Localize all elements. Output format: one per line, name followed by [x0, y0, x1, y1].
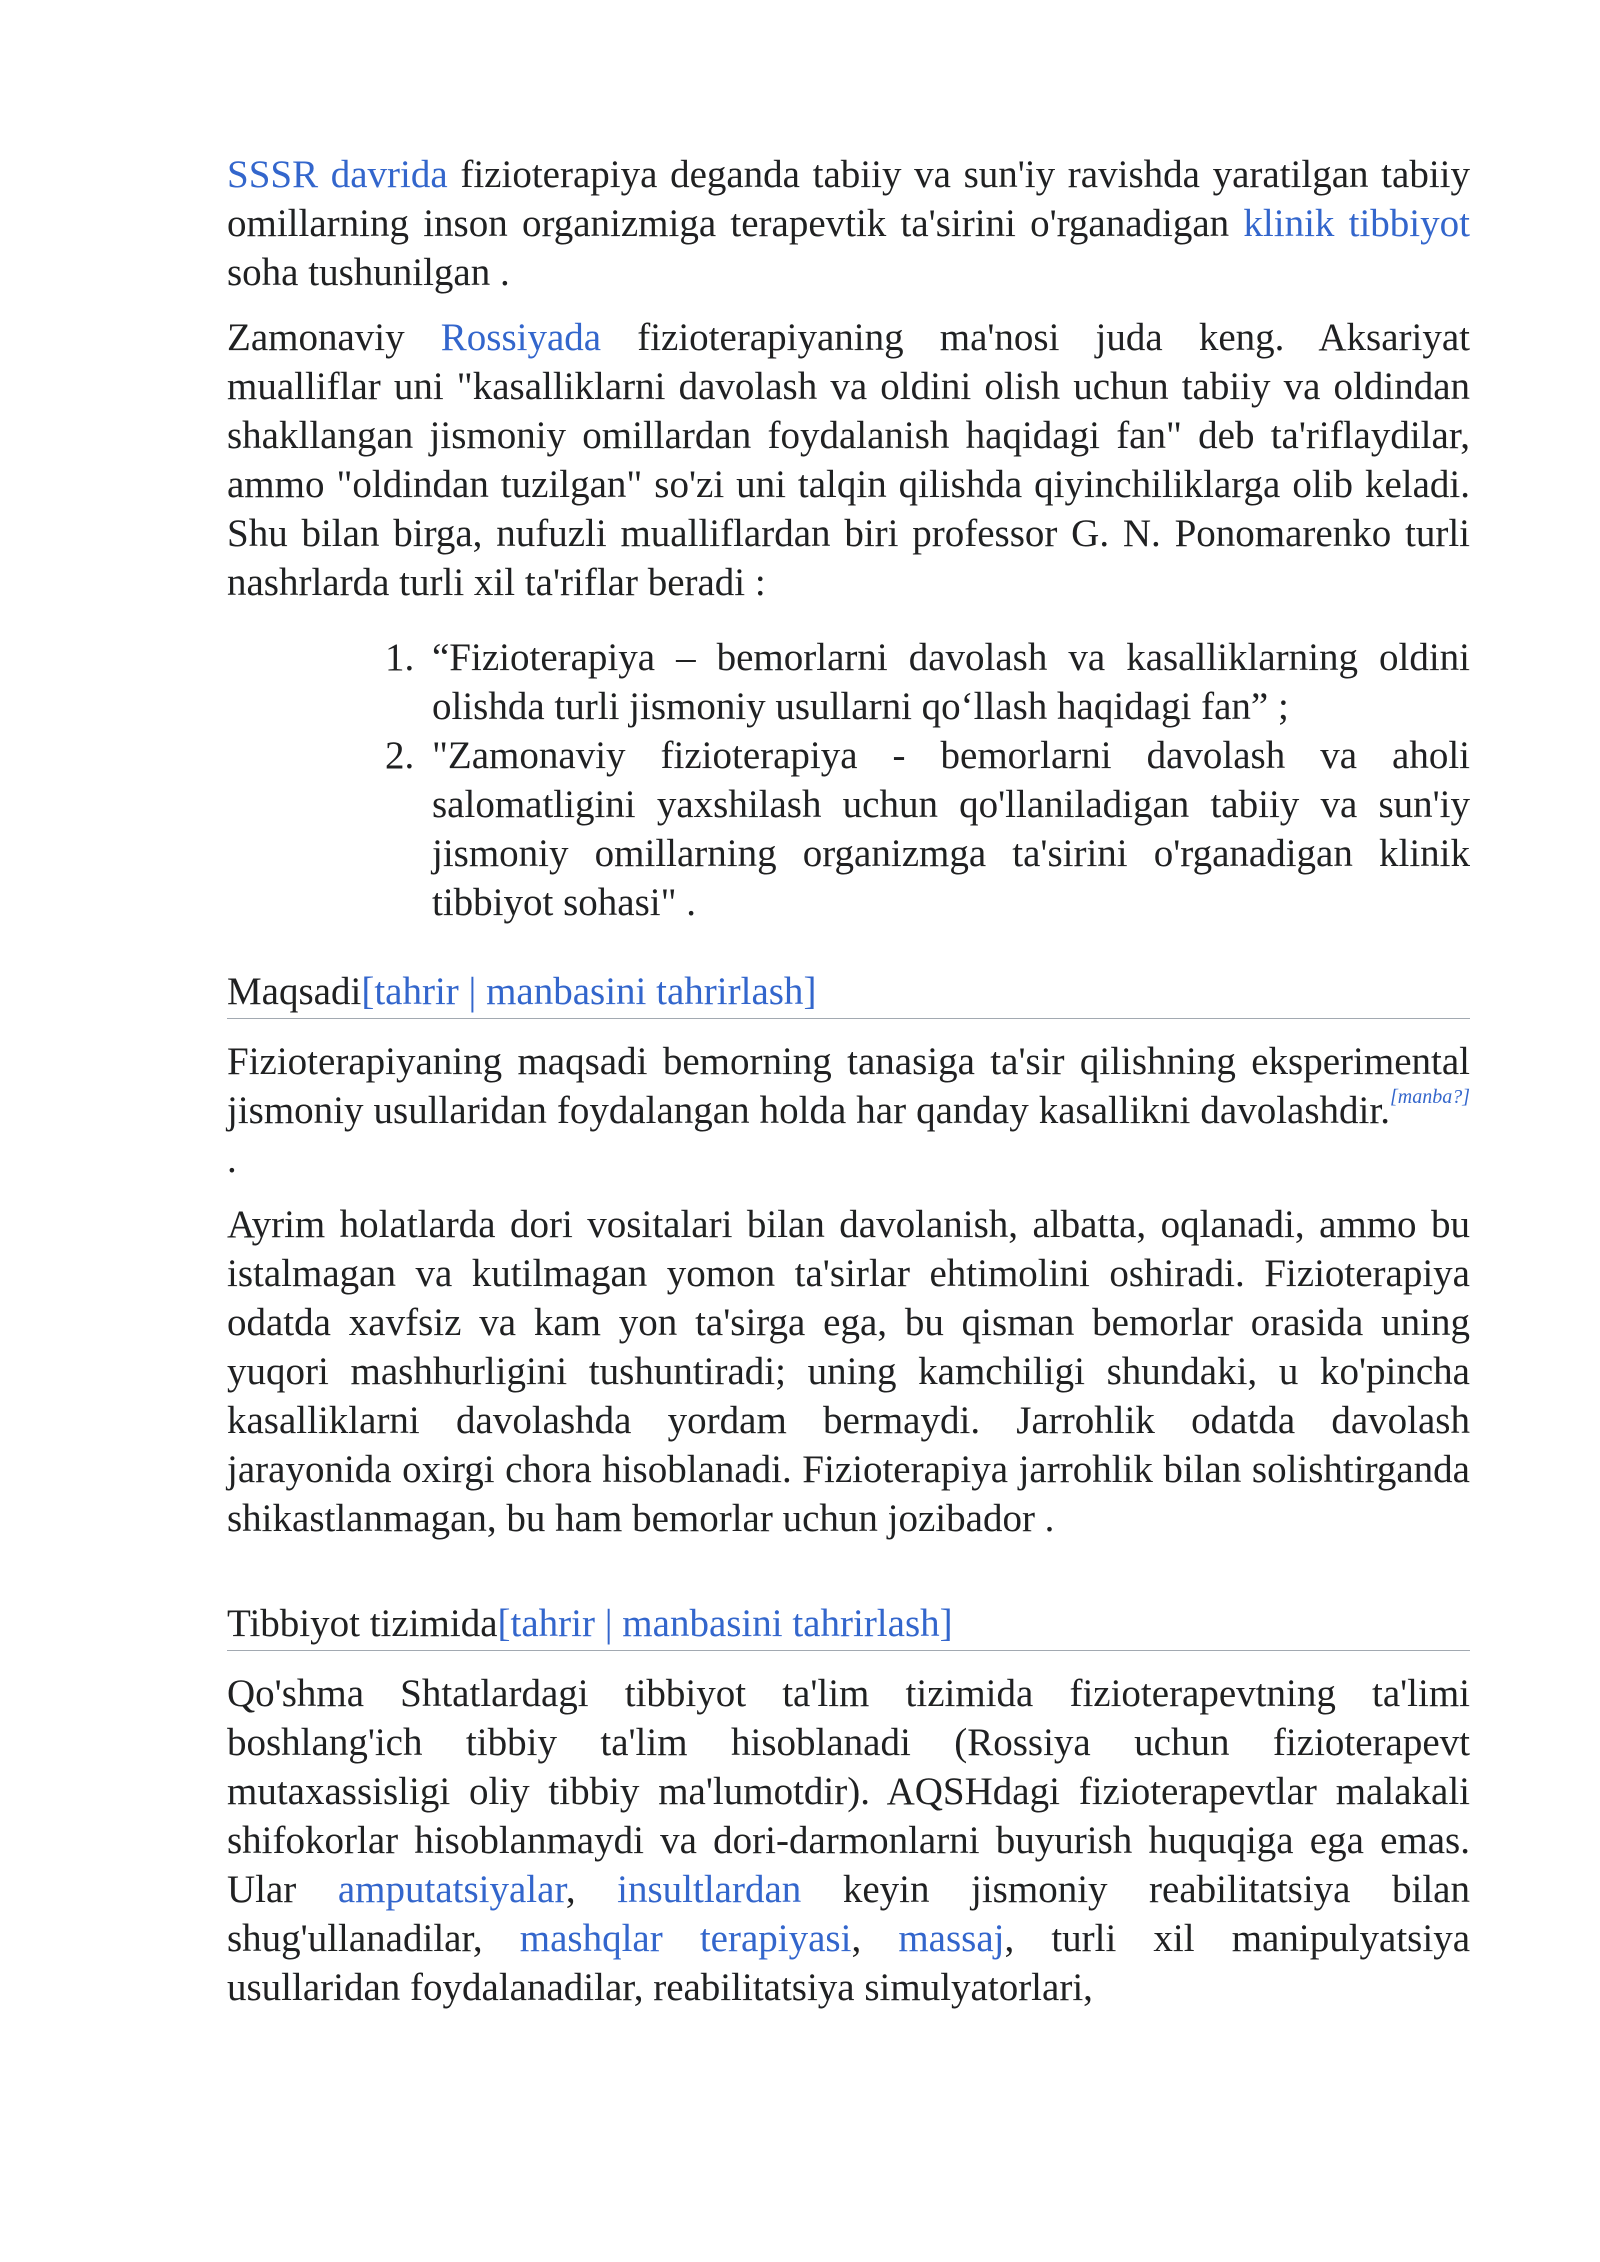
edit-link[interactable]: tahrir	[374, 970, 459, 1013]
list-item: 2. "Zamonaviy fizioterapiya - bemorlarni davolash va aholi salomatligini yaxshilash uchun qo'llaniladigan tabiiy va sun'iy jismoniy omillarning organizmga ta'sirini o'rganadigan klinik tibbiyot sohasi" .	[424, 731, 1470, 927]
link-klinik-tibbiyot[interactable]: klinik tibbiyot	[1243, 202, 1470, 245]
paragraph-modern-russia	[227, 313, 1470, 607]
edit-separator: |	[458, 970, 487, 1013]
paragraph-text: Fizioterapiyaning maqsadi bemorning tanasiga ta'sir qilishning eksperimental jismoniy usullaridan foydalangan holda har qanday kasallikni davolashdir.	[227, 1040, 1470, 1132]
paragraph-text: soha tushunilgan .	[227, 251, 510, 294]
section-title: Tibbiyot tizimida	[227, 1602, 498, 1645]
paragraph-drugs: Ayrim holatlarda dori vositalari bilan davolanish, albatta, oqlanadi, ammo bu istalmagan va kutilmagan yomon ta'sirlar ehtimolini oshiradi. Fizioterapiya odatda xavfsiz va kam yon ta'sirga ega, bu qisman bemorlar orasida uning yuqori mashhurligini tushuntiradi; uning kamchiligi shundaki, u ko'pincha kasalliklarni davolashda yordam bermaydi. Jarrohlik odatda davolash jarayonida oxirgi chora hisoblanadi. Fizioterapiya jarrohlik bilan solishtirganda shikastlanmagan, bu ham bemorlar uchun jozibador .	[227, 1203, 1470, 1540]
paragraph-text: Zamonaviy	[227, 316, 441, 359]
section-title: Maqsadi	[227, 970, 362, 1013]
edit-link[interactable]: tahrir	[510, 1602, 595, 1645]
link-insultlardan[interactable]: insultlardan	[617, 1868, 802, 1911]
paragraph-text: ,	[565, 1868, 618, 1911]
section-heading-tibbiyot-tizimida	[227, 1599, 1470, 1651]
paragraph-text: , turli xil manipulyatsiya usullaridan foydalanadilar, reabilitatsiya simulyatorlari,	[227, 1917, 1471, 2009]
link-mashqlar-terapiyasi[interactable]: mashqlar terapiyasi	[519, 1917, 852, 1960]
link-rossiyada[interactable]: Rossiyada	[440, 316, 602, 359]
link-sssr-davrida[interactable]: SSSR davrida	[227, 153, 448, 196]
citation-needed: [manba?]	[1389, 1086, 1470, 1108]
list-item: 1. “Fizioterapiya – bemorlarni davolash va kasalliklarning oldini olishda turli jismoniy usullarni qo‘llash haqidagi fan” ;	[424, 633, 1470, 731]
paragraph-history	[227, 150, 1470, 297]
paragraph-medical-system	[227, 1669, 1470, 2012]
citation-needed-link[interactable]: manba?	[1397, 1086, 1463, 1108]
edit-bracket-close: ]	[939, 1602, 953, 1645]
edit-bracket-open: [	[361, 970, 375, 1013]
paragraph-goal	[227, 1037, 1470, 1184]
paragraph-text: fizioterapiya deganda tabiiy va sun'iy ravishda yaratilgan tabiiy omillarning inson organizmiga terapevtik ta'sirini o'rganadigan	[227, 153, 1470, 245]
section-heading-maqsadi	[227, 967, 1470, 1019]
article-body	[227, 150, 1470, 2028]
link-massaj[interactable]: massaj	[898, 1917, 1005, 1960]
spacer	[227, 1559, 1470, 1581]
paragraph-text: fizioterapiyaning ma'nosi juda keng. Aksariyat mualliflar uni "kasalliklarni davolash va oldini olish uchun tabiiy va oldindan shakllangan jismoniy omillardan foydalanish haqidagi fan" deb ta'riflaydilar, ammo "oldindan tuzilgan" so'zi uni talqin qilishda qiyinchiliklarga olib keladi. Shu bilan birga, nufuzli mualliflardan biri professor G. N. Ponomarenko turli nashrlarda turli xil ta'riflar beradi :	[227, 316, 1470, 604]
definitions-list	[227, 633, 1470, 927]
edit-bracket-close: ]	[803, 970, 817, 1013]
edit-source-link[interactable]: manbasini tahrirlash	[486, 970, 804, 1013]
edit-bracket-open: [	[497, 1602, 511, 1645]
link-amputatsiyalar[interactable]: amputatsiyalar	[337, 1868, 566, 1911]
paragraph-text: keyin jismoniy reabilitatsiya bilan shug'ullanadilar,	[227, 1868, 1470, 1960]
paragraph-text: .	[227, 1138, 237, 1181]
edit-source-link[interactable]: manbasini tahrirlash	[622, 1602, 940, 1645]
paragraph-text: Qo'shma Shtatlardagi tibbiyot ta'lim tizimida fizioterapevtning ta'limi boshlang'ich tibbiy ta'lim hisoblanadi (Rossiya uchun fizioterapevt mutaxassisligi oliy tibbiy ma'lumotdir). AQSHdagi fizioterapevtlar malakali shifokorlar hisoblanmaydi va dori-darmonlarni buyurish huquqiga ega emas. Ular	[227, 1672, 1470, 1911]
paragraph-text: ,	[851, 1917, 899, 1960]
edit-separator: |	[594, 1602, 623, 1645]
